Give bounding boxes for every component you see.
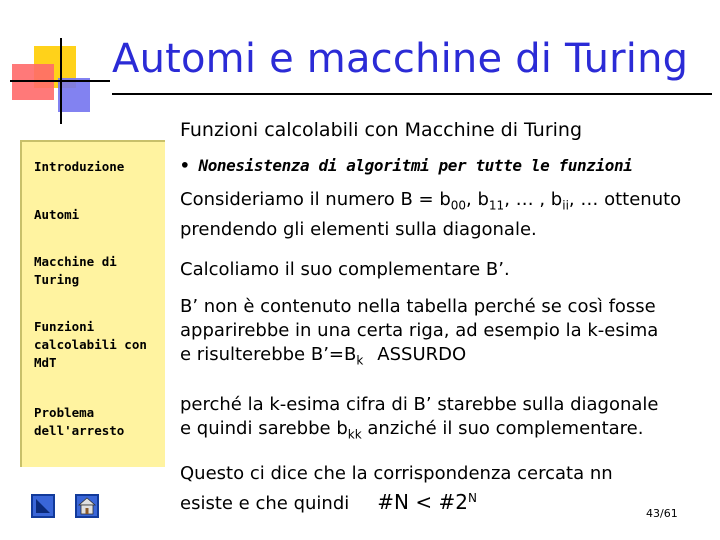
back-arrow-icon [33,496,53,516]
sidebar-item-funzioni-calcolabili[interactable]: Funzioni calcolabili con MdT [34,319,147,370]
home-button[interactable] [75,494,99,518]
paragraph-1: Consideriamo il numero $B = b_{00}$, $b_{11}$, … , $b_{ii}$, … ottenuto prendendo gli elementi sulla diagonale. [180,189,682,240]
back-button[interactable] [31,494,55,518]
page-number: 43/61 [646,507,678,520]
paragraph-2: Calcoliamo il suo complementare B’. [180,259,510,280]
logo-horizontal-line [10,80,110,82]
title-underline [112,93,712,95]
sidebar [20,140,165,467]
slide-subtitle: Funzioni calcolabili con Macchine di Turing [180,119,583,141]
logo-blue-square [58,78,90,112]
sidebar-item-problema-arresto[interactable]: Problema dell'arresto [34,405,125,438]
sidebar-item-automi[interactable]: Automi [34,207,80,222]
paragraph-4: perché la k-esima cifra di B’ starebbe sulla diagonale e quindi sarebbe $b_{kk}$ anziché il suo complementare. [180,394,659,442]
slide-title: Automi e macchine di Turing [112,36,689,82]
sidebar-item-introduzione[interactable]: Introduzione [34,159,125,174]
home-icon [77,496,97,516]
paragraph-3: B’ non è contenuto nella tabella perché se così fosse apparirebbe in una certa riga, ad esempio la k-esima e risulterebbe $B’=B_k$ ASSURDO [180,296,659,368]
paragraph-5: Questo ci dice che la corrispondenza cercata nn esiste e che quindi #N < $\#2^N$ [180,463,613,514]
bullet-text: Nonesistenza di algoritmi per tutte le funzioni [198,156,633,175]
bullet-point [180,156,632,175]
logo-red-square [12,64,54,100]
bullet-marker: • [180,156,190,175]
sidebar-item-macchine-di-turing[interactable]: Macchine di Turing [34,254,117,287]
